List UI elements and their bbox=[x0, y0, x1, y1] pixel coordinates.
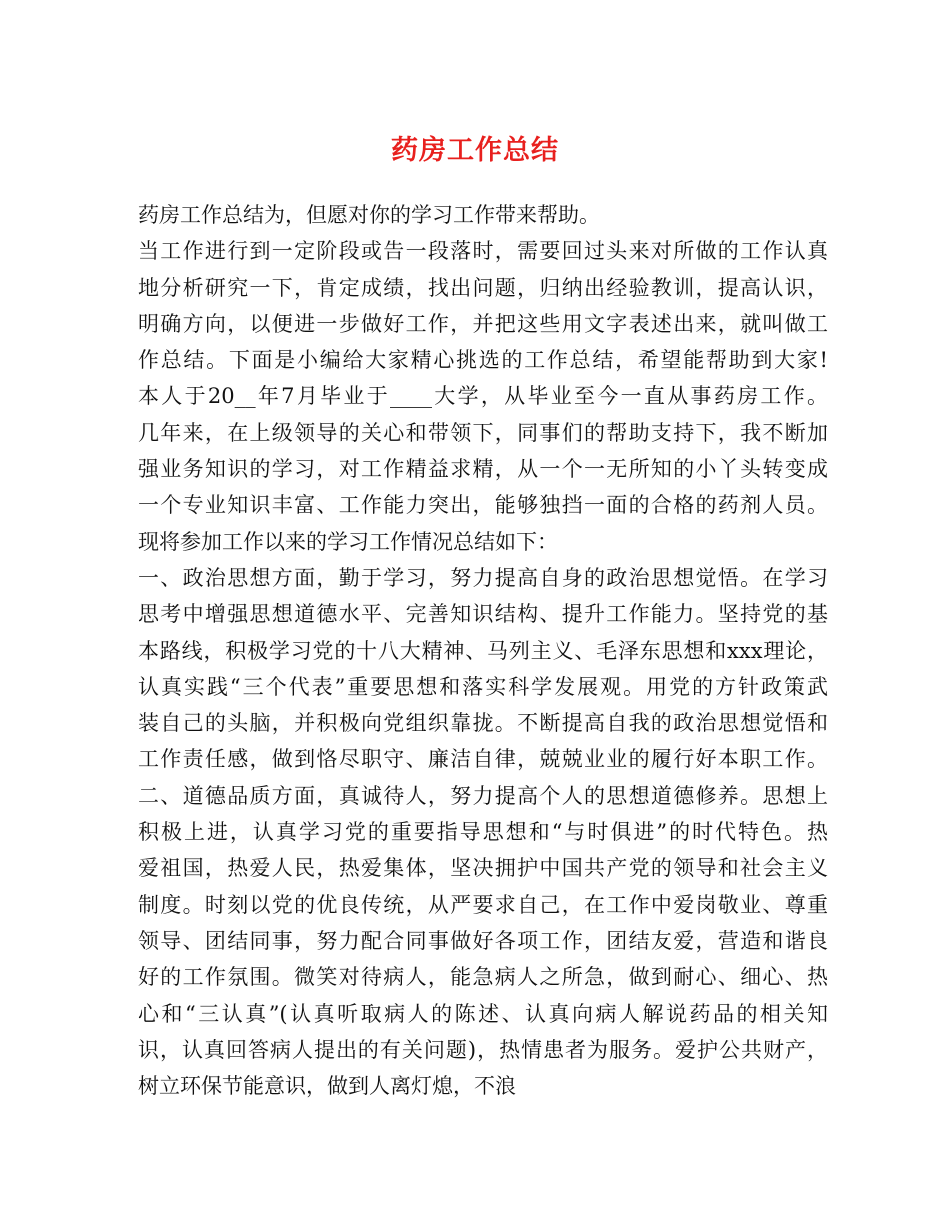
text-line: 积极上进，认真学习党的重要指导思想和“与时俱进”的时代特色。热 bbox=[138, 820, 828, 845]
text-line: 工作责任感，做到恪尽职守、廉洁自律，兢兢业业的履行好本职工作。 bbox=[138, 747, 828, 772]
document-title: 药房工作总结 bbox=[391, 135, 559, 166]
text-line: 一、政治思想方面，勤于学习，努力提高自身的政治思想觉悟。在学习 bbox=[138, 565, 828, 590]
text-line: 当工作进行到一定阶段或告一段落时，需要回过头来对所做的工作认真 bbox=[138, 239, 828, 264]
text-line: 树立环保节能意识，做到人离灯熄，不浪 bbox=[138, 1074, 516, 1099]
document-body bbox=[138, 197, 828, 1104]
text-line: 本人于20__年7月毕业于____大学，从毕业至今一直从事药房工作。 bbox=[138, 384, 828, 409]
text-line: 一个专业知识丰富、工作能力突出，能够独挡一面的合格的药剂人员。 bbox=[138, 493, 828, 518]
text-line: 明确方向，以便进一步做好工作，并把这些用文字表述出来，就叫做工 bbox=[138, 311, 828, 336]
text-line: 爱祖国，热爱人民，热爱集体，坚决拥护中国共产党的领导和社会主义 bbox=[138, 856, 828, 881]
text-line: 思考中增强思想道德水平、完善知识结构、提升工作能力。坚持党的基 bbox=[138, 602, 828, 627]
text-line: 心和“三认真”(认真听取病人的陈述、认真向病人解说药品的相关知 bbox=[138, 1001, 828, 1026]
text-line: 二、道德品质方面，真诚待人，努力提高个人的思想道德修养。思想上 bbox=[138, 783, 828, 808]
text-line: 本路线，积极学习党的十八大精神、马列主义、毛泽东思想和xxx理论， bbox=[138, 638, 828, 663]
text-line: 强业务知识的学习，对工作精益求精，从一个一无所知的小丫头转变成 bbox=[138, 457, 828, 482]
text-line: 认真实践“三个代表”重要思想和落实科学发展观。用党的方针政策武 bbox=[138, 674, 828, 699]
text-line: 现将参加工作以来的学习工作情况总结如下： bbox=[138, 529, 558, 554]
text-line: 制度。时刻以党的优良传统，从严要求自己，在工作中爱岗敬业、尊重 bbox=[138, 892, 828, 917]
text-line: 药房工作总结为，但愿对你的学习工作带来帮助。 bbox=[138, 203, 600, 227]
text-line: 好的工作氛围。微笑对待病人，能急病人之所急，做到耐心、细心、热 bbox=[138, 965, 828, 990]
text-line: 领导、团结同事，努力配合同事做好各项工作，团结友爱，营造和谐良 bbox=[138, 928, 828, 953]
text-line: 几年来，在上级领导的关心和带领下，同事们的帮助支持下，我不断加 bbox=[138, 420, 828, 445]
text-line: 装自己的头脑，并积极向党组织靠拢。不断提高自我的政治思想觉悟和 bbox=[138, 711, 828, 736]
text-line: 作总结。下面是小编给大家精心挑选的工作总结，希望能帮助到大家! bbox=[138, 348, 828, 373]
text-line: 地分析研究一下，肯定成绩，找出问题，归纳出经验教训，提高认识， bbox=[138, 275, 828, 300]
text-line: 识，认真回答病人提出的有关问题)，热情患者为服务。爱护公共财产， bbox=[138, 1037, 828, 1062]
